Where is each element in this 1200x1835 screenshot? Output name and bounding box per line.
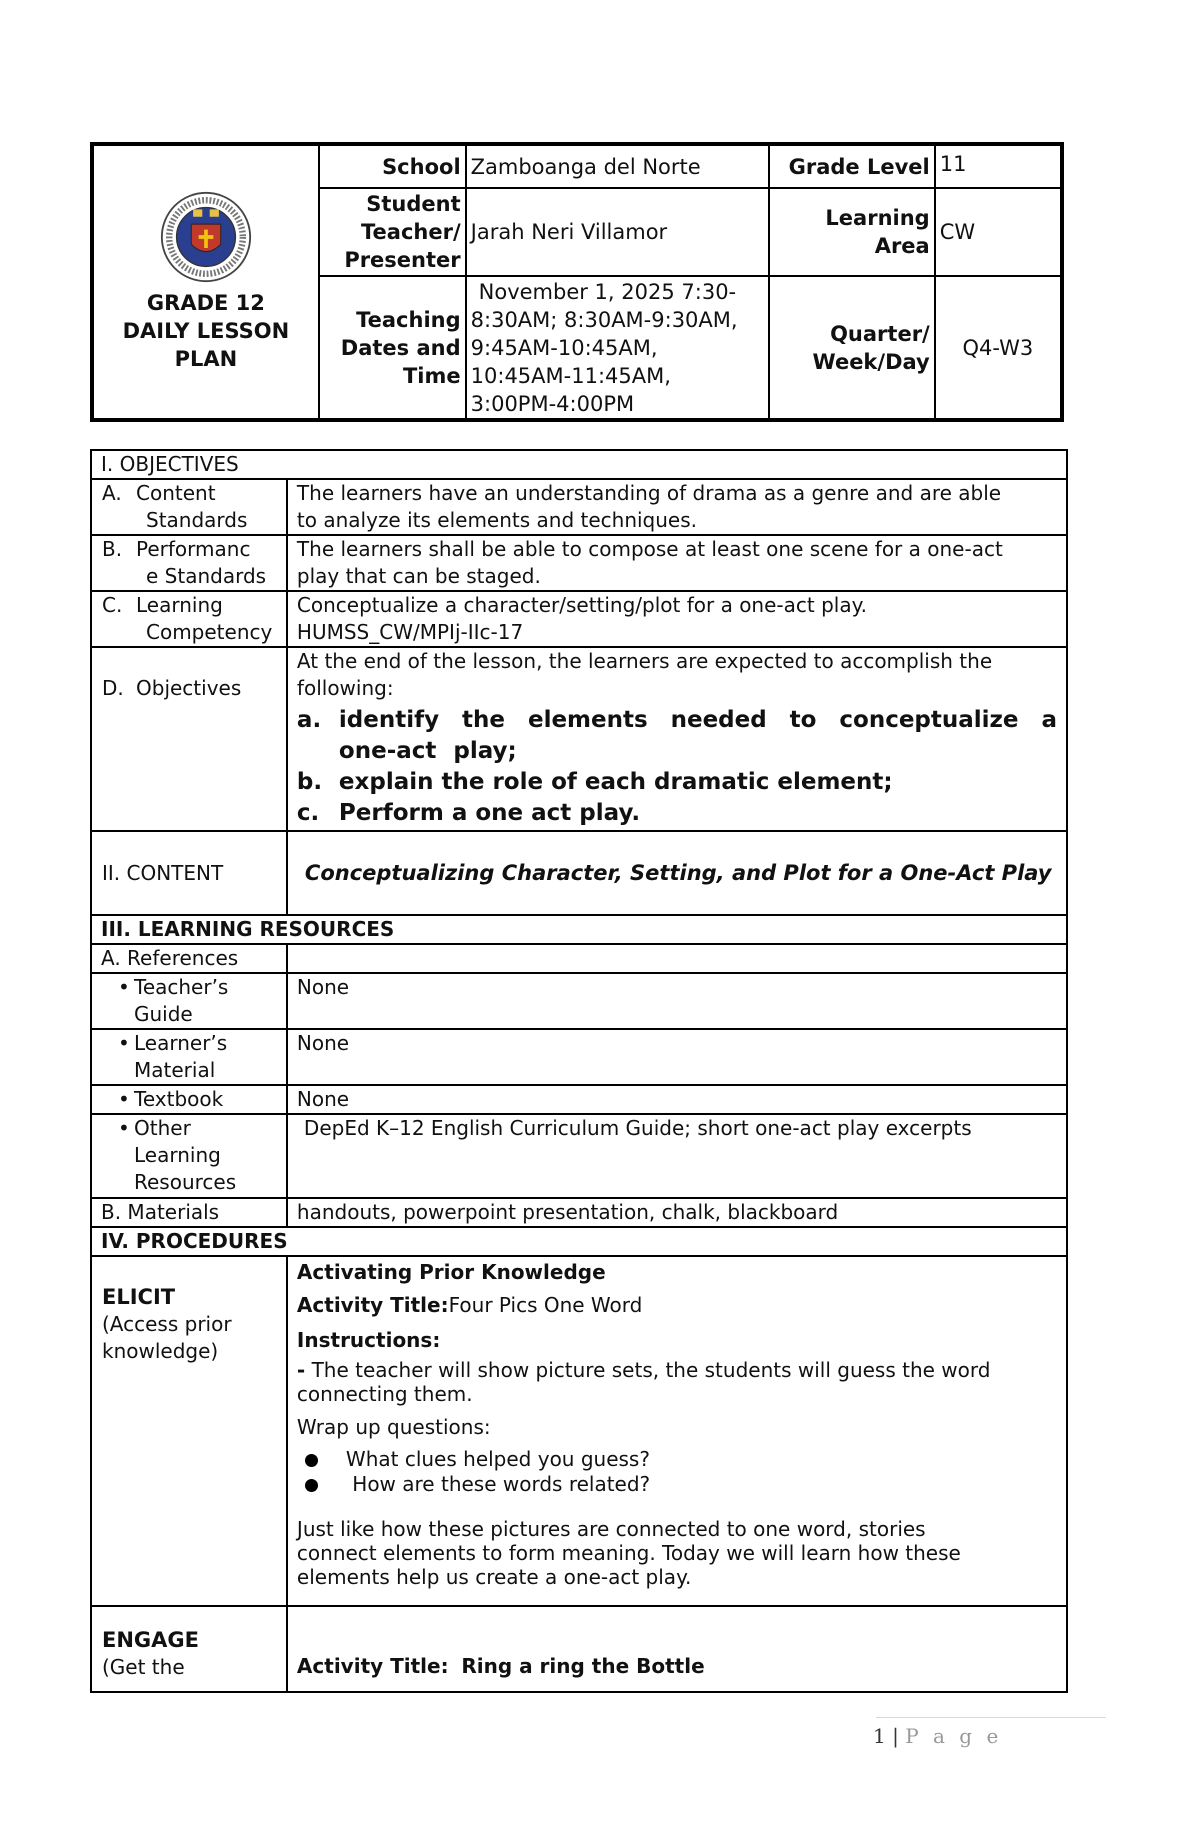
content-standards-text: [287, 479, 1067, 535]
objective-text: Perform a one act play.: [338, 800, 641, 826]
text-line: Conceptualize a character/setting/plot for a one-act play.: [296, 593, 867, 617]
activity-title-value: Four Pics One Word: [448, 1293, 643, 1317]
objective-text: identify the elements needed to conceptualize a one-act play;: [338, 707, 1057, 764]
closing-line: Just like how these pictures are connected to one word, stories: [296, 1517, 926, 1541]
elicit-subheading: Activating Prior Knowledge: [296, 1260, 606, 1284]
bullet-icon: [305, 1479, 318, 1492]
content-standards-label: [91, 479, 287, 535]
letter-marker: C.: [102, 593, 123, 617]
engage-label-cell: [91, 1606, 287, 1692]
label-line: Learner’s: [134, 1031, 228, 1055]
label-line: Competency: [146, 620, 273, 644]
grade-level-value: 11: [935, 144, 1062, 188]
deped-seal-logo: [160, 191, 252, 283]
engage-sub-line: (Get the: [102, 1655, 185, 1679]
teachers-guide-label: • Teacher’s Guide: [91, 973, 287, 1029]
wrap-up-label: Wrap up questions:: [296, 1415, 491, 1439]
objective-letter: b.: [296, 769, 323, 795]
text-line: The learners shall be able to compose at least one scene for a one-act: [296, 537, 1003, 561]
quarter-week-day-value: Q4-W3: [935, 276, 1062, 420]
plan-title-line-3: PLAN: [174, 347, 238, 371]
letter-marker: A.: [102, 481, 122, 505]
teaching-dates-label: [319, 276, 466, 420]
teachers-guide-value: None: [287, 973, 1067, 1029]
label-line: Standards: [146, 508, 248, 532]
learning-area-value: CW: [935, 188, 1062, 276]
instruction-line: The teacher will show picture sets, the students will guess the word: [311, 1358, 991, 1382]
page-footer: [873, 1724, 1002, 1748]
dates-label-line: Dates and: [340, 335, 461, 360]
dates-value-line: 10:45AM-11:45AM,: [470, 363, 671, 388]
elicit-content: [287, 1256, 1067, 1606]
objectives-label: [91, 647, 287, 831]
elicit-label: ELICIT: [102, 1285, 176, 1309]
engage-label: ENGAGE: [102, 1628, 199, 1652]
wrap-up-question: How are these words related?: [345, 1472, 651, 1496]
objective-text: explain the role of each dramatic element;: [338, 769, 893, 795]
learning-resources-heading: III. LEARNING RESOURCES: [91, 915, 1067, 944]
content-text: Conceptualizing Character, Setting, and Plot for a One-Act Play: [287, 831, 1067, 915]
references-label: A. References: [91, 944, 287, 973]
page-number: 1: [873, 1724, 886, 1748]
grade-level-label: Grade Level: [769, 144, 935, 188]
label-line: Textbook: [134, 1087, 224, 1111]
materials-label: B. Materials: [91, 1198, 287, 1227]
student-label-line: Teacher/: [361, 220, 461, 244]
objective-item: [297, 767, 1057, 798]
label-line: Objectives: [136, 676, 242, 700]
text-line: HUMSS_CW/MPIj-IIc-17: [296, 620, 524, 644]
learning-area-label: [769, 188, 935, 276]
letter-marker: B.: [102, 537, 123, 561]
label-line: Content: [136, 481, 216, 505]
student-teacher-value: Jarah Neri Villamor: [466, 188, 769, 276]
quarter-label-line: Quarter/: [830, 321, 930, 346]
references-value: [287, 944, 1067, 973]
plan-title-line-1: GRADE 12: [146, 291, 265, 315]
activity-title-value: Ring a ring the Bottle: [461, 1654, 705, 1678]
area-label-line: Learning: [825, 206, 930, 230]
letter-marker: D.: [102, 676, 124, 700]
learners-material-value: None: [287, 1029, 1067, 1085]
elicit-sub-line: knowledge): [102, 1339, 219, 1363]
dates-value-line: November 1, 2025 7:30-: [478, 279, 737, 304]
performance-standards-text: [287, 535, 1067, 591]
objective-item: [297, 798, 1057, 829]
closing-line: elements help us create a one-act play.: [296, 1565, 692, 1589]
student-label-line: Presenter: [344, 248, 461, 272]
text-line: to analyze its elements and techniques.: [296, 508, 698, 532]
label-line: Learning: [136, 593, 223, 617]
objective-letter: c.: [296, 800, 320, 826]
content-heading: II. CONTENT: [91, 831, 287, 915]
objectives-text: [287, 647, 1067, 831]
textbook-value: None: [287, 1085, 1067, 1114]
learning-competency-text: [287, 591, 1067, 647]
other-resources-value: DepEd K–12 English Curriculum Guide; short one-act play excerpts: [287, 1114, 1067, 1198]
text-line: play that can be staged.: [296, 564, 541, 588]
dates-label-line: Time: [402, 363, 461, 388]
procedures-heading: IV. PROCEDURES: [91, 1227, 1067, 1256]
engage-content: [287, 1606, 1067, 1692]
dates-label-line: Teaching: [356, 307, 461, 332]
label-line: Resources: [134, 1170, 237, 1194]
label-line: Guide: [134, 1002, 193, 1026]
page-separator: |: [892, 1724, 899, 1748]
activity-title-label: Activity Title:: [296, 1293, 449, 1317]
student-teacher-label: [319, 188, 466, 276]
wrap-up-question: What clues helped you guess?: [345, 1447, 650, 1471]
footer-divider: [876, 1717, 1106, 1718]
elicit-label-cell: [91, 1256, 287, 1606]
instructions-label: Instructions:: [296, 1328, 441, 1352]
text-line: At the end of the lesson, the learners are expected to accomplish the: [296, 649, 993, 673]
area-label-line: Area: [874, 234, 930, 258]
page-word: P a g e: [905, 1724, 1003, 1748]
closing-line: connect elements to form meaning. Today we will learn how these: [296, 1541, 961, 1565]
school-value: Zamboanga del Norte: [466, 144, 769, 188]
dates-value-line: 8:30AM; 8:30AM-9:30AM,: [470, 307, 738, 332]
objectives-heading: I. OBJECTIVES: [91, 450, 1067, 479]
bullet-icon: [305, 1454, 318, 1467]
label-line: Material: [134, 1058, 216, 1082]
text-line: following:: [296, 676, 394, 700]
school-label: School: [319, 144, 466, 188]
learners-material-label: • Learner’s Material: [91, 1029, 287, 1085]
instruction-dash: -: [296, 1358, 306, 1382]
materials-value: handouts, powerpoint presentation, chalk, blackboard: [287, 1198, 1067, 1227]
label-line: e Standards: [146, 564, 267, 588]
performance-standards-label: [91, 535, 287, 591]
text-line: The learners have an understanding of drama as a genre and are able: [296, 481, 1002, 505]
instruction-line: connecting them.: [296, 1382, 473, 1406]
objective-letter: a.: [296, 707, 322, 733]
other-resources-label: • Other Learning Resources: [91, 1114, 287, 1198]
label-line: Learning: [134, 1143, 221, 1167]
logo-title-cell: [92, 144, 319, 420]
student-label-line: Student: [366, 192, 461, 216]
label-line: Teacher’s: [134, 975, 229, 999]
teaching-dates-value: [466, 276, 769, 420]
dates-value-line: 9:45AM-10:45AM,: [470, 335, 658, 360]
elicit-sub-line: (Access prior: [102, 1312, 232, 1336]
objective-item: [297, 705, 1057, 767]
lesson-plan-table: [90, 449, 1068, 1693]
learning-competency-label: [91, 591, 287, 647]
label-line: Other: [134, 1116, 191, 1140]
activity-title-label: Activity Title:: [296, 1654, 449, 1678]
textbook-label: • Textbook: [91, 1085, 287, 1114]
plan-title-line-2: DAILY LESSON: [122, 319, 290, 343]
dates-value-line: 3:00PM-4:00PM: [470, 391, 635, 416]
quarter-label-line: Week/Day: [812, 349, 930, 374]
label-line: Performanc: [136, 537, 251, 561]
header-table: [90, 142, 1064, 422]
quarter-week-day-label: [769, 276, 935, 420]
